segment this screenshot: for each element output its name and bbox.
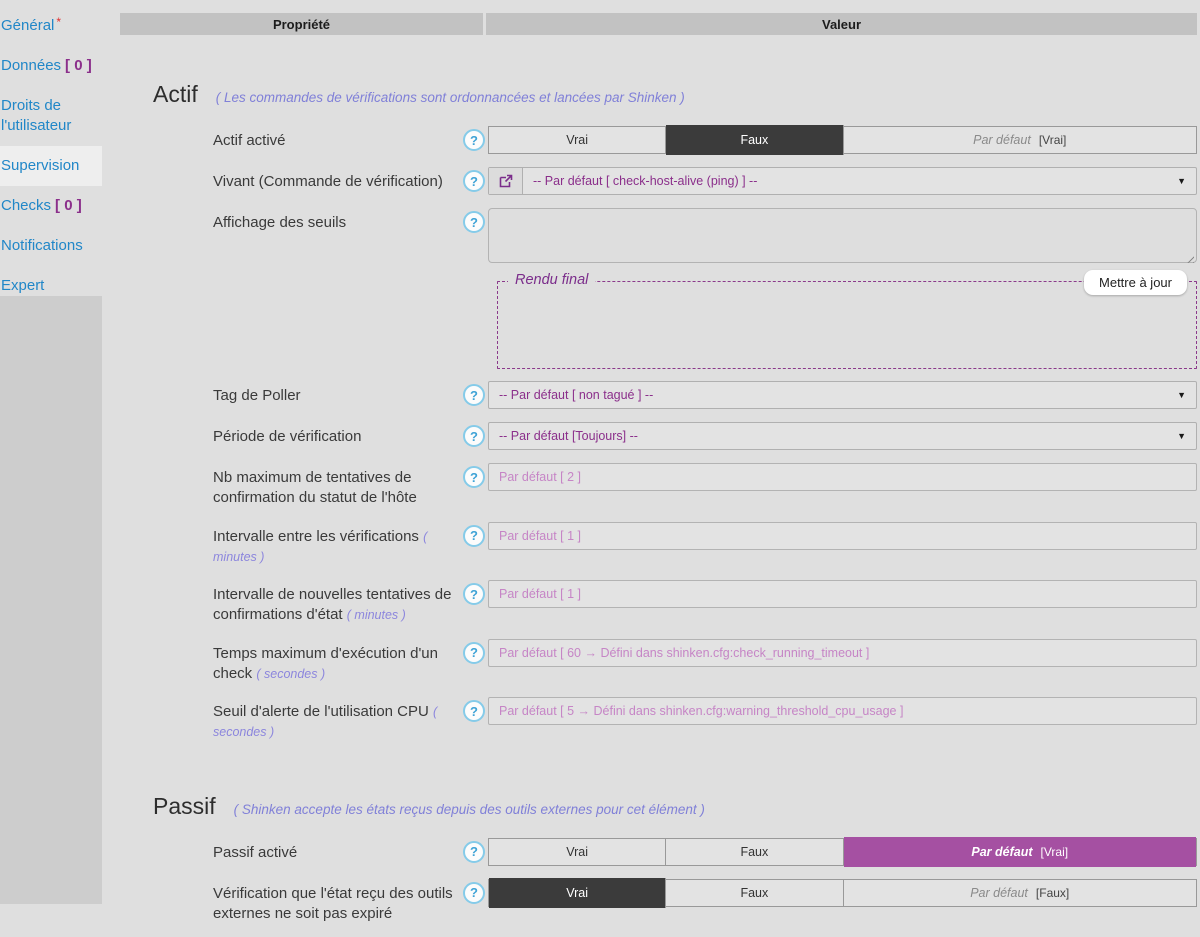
sidebar-item-donnees[interactable] — [0, 46, 102, 86]
help-icon[interactable]: ? — [463, 384, 485, 406]
sidebar-item-label: Notifications — [1, 236, 83, 254]
max-attempts-input[interactable] — [488, 463, 1197, 491]
count-badge: [ 0 ] — [65, 56, 92, 74]
sidebar-item-supervision[interactable] — [0, 146, 102, 186]
field-label: Passif activé — [213, 843, 298, 861]
field-unit: ( secondes ) — [213, 705, 438, 740]
field-label: Seuil d'alerte de l'utilisation CPU ( secondes ) — [213, 703, 438, 740]
help-icon[interactable]: ? — [463, 425, 485, 447]
option-false[interactable]: Faux — [666, 125, 843, 155]
help-icon[interactable]: ? — [463, 841, 485, 863]
poller-tag-select[interactable] — [488, 381, 1197, 409]
field-label: Temps maximum d'exécution d'un check ( secondes ) — [213, 644, 438, 682]
sidebar-item-label: Checks — [1, 196, 52, 214]
row-render-preview — [120, 272, 1197, 369]
help-icon[interactable]: ? — [463, 642, 485, 664]
field-label: Intervalle de nouvelles tentatives de confirmations d'état ( minutes ) — [213, 586, 452, 624]
cpu-warning-input[interactable] — [488, 697, 1197, 725]
column-header-property: Propriété — [120, 13, 483, 35]
row-poller-tag — [120, 381, 1197, 409]
row-max-attempts — [120, 463, 1197, 509]
main-content — [120, 0, 1200, 937]
field-label: Intervalle entre les vérifications ( minutes ) — [213, 527, 428, 564]
sidebar-item-label: Données — [1, 56, 62, 74]
row-freshness-check — [120, 879, 1197, 925]
chevron-down-icon: ▼ — [1177, 176, 1186, 186]
row-alive-command — [120, 167, 1197, 195]
row-check-period — [120, 422, 1197, 450]
sidebar-item-droits[interactable] — [0, 86, 102, 146]
count-badge: [ 0 ] — [55, 196, 82, 214]
option-default[interactable]: Par défaut [Vrai] — [973, 133, 1067, 147]
help-icon[interactable]: ? — [463, 211, 485, 233]
option-default[interactable]: Par défaut [Faux] — [970, 885, 1070, 900]
option-true[interactable]: Vrai — [489, 878, 666, 908]
option-true[interactable]: Vrai — [489, 839, 666, 865]
section-subtitle: ( Shinken accepte les états reçus depuis des outils externes pour cet élément ) — [233, 801, 705, 817]
help-icon[interactable]: ? — [463, 466, 485, 488]
field-unit: ( secondes ) — [256, 666, 326, 681]
section-subtitle: ( Les commandes de vérifications sont ordonnancées et lancées par Shinken ) — [215, 90, 685, 105]
sidebar-item-checks[interactable] — [0, 186, 102, 226]
freshness-check-tristate — [488, 879, 1197, 907]
row-passive-enabled — [120, 838, 1197, 866]
sidebar-item-label: Général — [1, 17, 55, 34]
select-value: -- Par défaut [Toujours] -- — [499, 429, 638, 443]
field-label: Période de vérification — [213, 428, 362, 445]
external-link-button[interactable] — [489, 168, 523, 194]
row-retry-interval — [120, 580, 1197, 626]
option-default[interactable]: Par défaut [Vrai] — [844, 837, 1197, 867]
help-icon[interactable]: ? — [463, 525, 485, 547]
passive-enabled-tristate — [488, 838, 1197, 866]
sidebar-filler — [0, 296, 102, 904]
table-header — [120, 13, 1197, 35]
section-passif-header — [120, 793, 1197, 820]
select-value: -- Par défaut [ non tagué ] -- — [499, 388, 654, 402]
help-icon[interactable]: ? — [463, 882, 485, 904]
sidebar-item-general[interactable] — [0, 5, 102, 46]
select-value: -- Par défaut [ check-host-alive (ping) ] -- — [533, 174, 758, 188]
help-icon[interactable]: ? — [463, 170, 485, 192]
field-label: Nb maximum de tentatives de confirmation du statut de l'hôte — [213, 469, 417, 507]
render-legend: Rendu final — [508, 272, 595, 288]
external-link-icon — [499, 174, 513, 188]
section-title: Passif — [153, 792, 216, 819]
field-label: Vérification que l'état reçu des outils externes ne soit pas expiré — [213, 884, 453, 922]
row-cpu-warning — [120, 697, 1197, 743]
option-false[interactable]: Faux — [666, 880, 843, 906]
sidebar-item-label: Supervision — [1, 156, 80, 174]
field-unit: ( minutes ) — [346, 608, 406, 623]
retry-interval-input[interactable] — [488, 580, 1197, 608]
render-preview-box — [497, 272, 1197, 369]
alive-command-select[interactable] — [488, 167, 1197, 195]
check-timeout-input[interactable] — [488, 639, 1197, 667]
chevron-down-icon: ▼ — [1177, 431, 1186, 441]
column-header-value: Valeur — [486, 13, 1197, 35]
update-button[interactable]: Mettre à jour — [1084, 270, 1187, 295]
field-label: Tag de Poller — [213, 387, 301, 404]
sidebar-item-label: Expert — [1, 276, 45, 294]
help-icon[interactable]: ? — [463, 700, 485, 722]
check-interval-input[interactable] — [488, 522, 1197, 550]
option-false[interactable]: Faux — [666, 839, 843, 865]
field-label: Affichage des seuils — [213, 214, 347, 231]
section-actif-header — [120, 81, 1197, 108]
field-label: Vivant (Commande de vérification) — [213, 173, 443, 190]
row-check-timeout — [120, 639, 1197, 685]
check-period-select[interactable] — [488, 422, 1197, 450]
sidebar — [0, 0, 102, 306]
help-icon[interactable]: ? — [463, 583, 485, 605]
row-check-interval — [120, 522, 1197, 568]
option-true[interactable]: Vrai — [489, 127, 666, 153]
sidebar-item-notifications[interactable] — [0, 226, 102, 266]
help-icon[interactable]: ? — [463, 129, 485, 151]
active-enabled-tristate — [488, 126, 1197, 154]
sidebar-item-label: Droits de l'utilisateur — [1, 96, 72, 134]
row-thresholds — [120, 208, 1197, 268]
row-active-enabled — [120, 126, 1197, 154]
required-star: * — [56, 15, 62, 29]
chevron-down-icon: ▼ — [1177, 390, 1186, 400]
field-label: Actif activé — [213, 132, 286, 149]
thresholds-textarea[interactable] — [488, 208, 1197, 263]
section-title: Actif — [153, 81, 198, 107]
field-unit: ( minutes ) — [213, 529, 428, 564]
